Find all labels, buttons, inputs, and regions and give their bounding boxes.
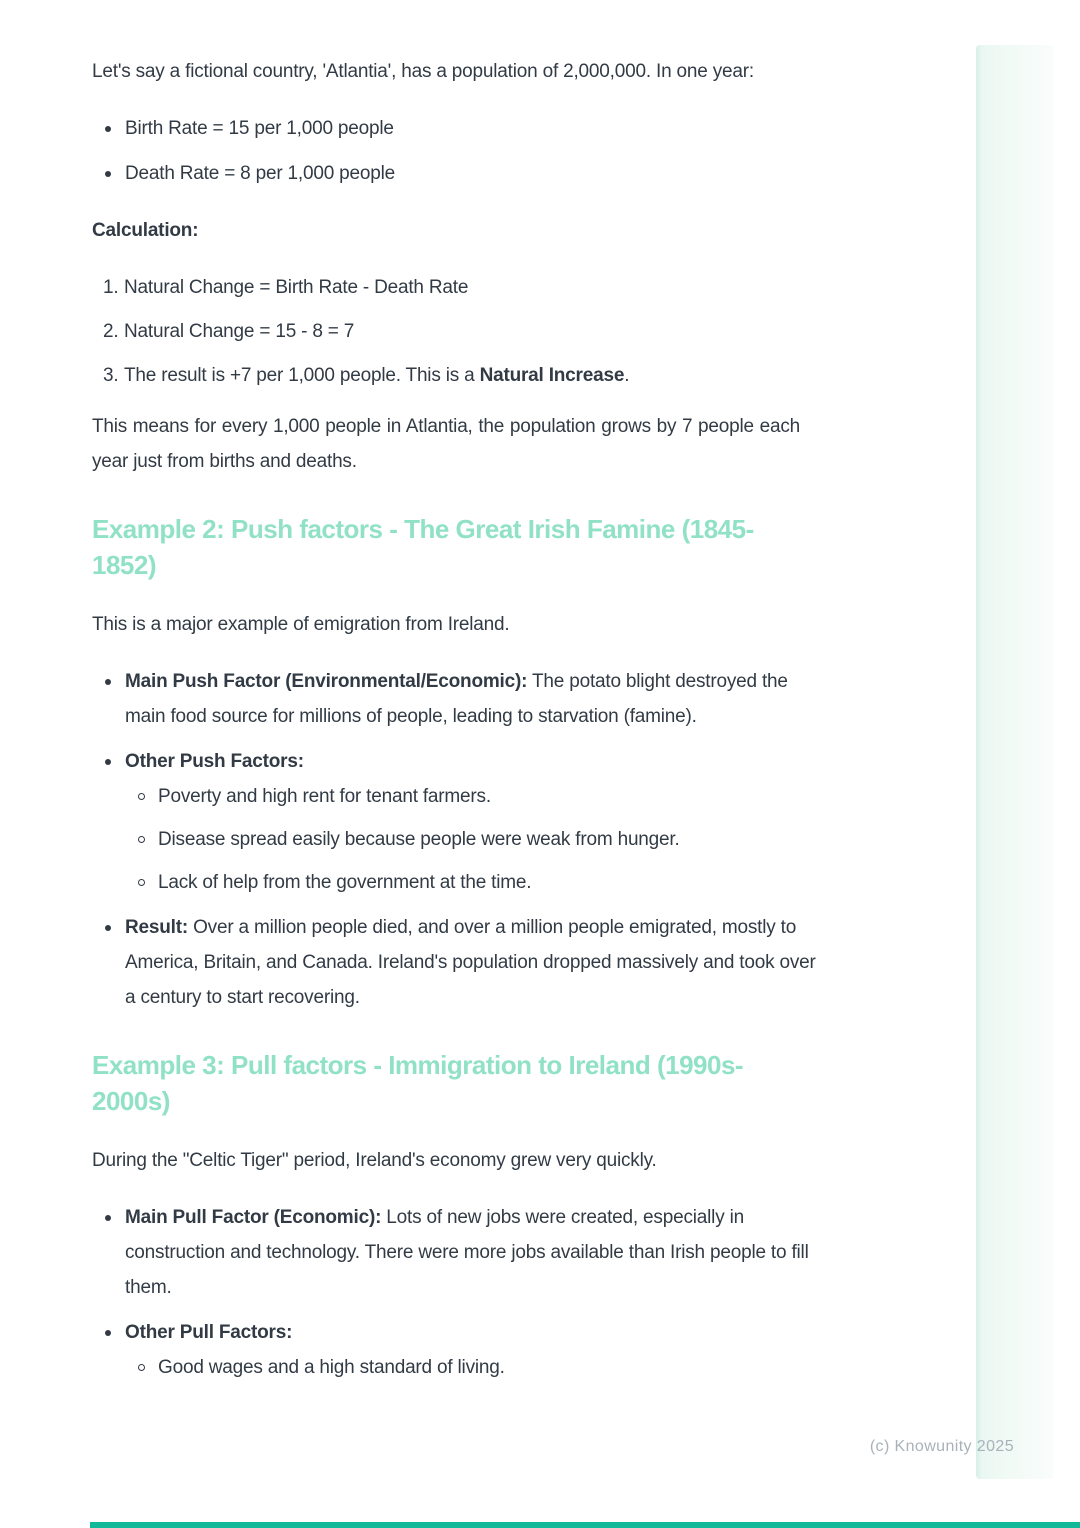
list-item	[105, 910, 830, 1015]
bullet-lead: Main Pull Factor (Economic):	[125, 1207, 382, 1228]
pull-factors-sublist	[125, 1350, 820, 1385]
sub-bullet-text: Lack of help from the government at the time.	[158, 872, 532, 893]
calculation-label: Calculation:	[92, 220, 199, 241]
bullet-lead: Other Pull Factors:	[125, 1322, 293, 1343]
sub-bullet-text: Poverty and high rent for tenant farmers.	[158, 786, 491, 807]
list-item	[105, 664, 830, 734]
heading-line: 1852)	[92, 550, 156, 580]
sub-bullet-text: Disease spread easily because people were weak from hunger.	[158, 829, 680, 850]
step-text: Natural Change = Birth Rate - Death Rate	[124, 277, 469, 298]
heading-line: 2000s)	[92, 1086, 170, 1116]
list-item	[105, 1200, 830, 1305]
list-item-text: Birth Rate = 15 per 1,000 people	[125, 118, 394, 139]
list-item	[138, 822, 820, 857]
list-item	[105, 156, 830, 191]
intro-paragraph: Let's say a fictional country, 'Atlantia', has a population of 2,000,000. In one year:	[92, 61, 754, 82]
example3-intro: During the "Celtic Tiger" period, Ireland's economy grew very quickly.	[92, 1150, 657, 1171]
example3-list	[92, 1200, 830, 1385]
bottom-accent-bar	[90, 1522, 1080, 1528]
list-item	[103, 270, 830, 305]
push-factors-sublist	[125, 779, 820, 900]
list-item	[138, 779, 820, 814]
list-item	[103, 314, 830, 349]
list-item-text: Death Rate = 8 per 1,000 people	[125, 163, 396, 184]
calculation-steps	[103, 270, 830, 393]
bullet-lead: Main Push Factor (Environmental/Economic):	[125, 671, 528, 692]
heading-line: Example 2: Push factors - The Great Irish Famine (1845-	[92, 514, 754, 544]
list-item	[138, 1350, 820, 1385]
list-item	[103, 358, 830, 393]
bullet-text: The potato blight destroyed the main food source for millions of people, leading to starvation (famine).	[125, 671, 788, 727]
example3-heading	[92, 1047, 830, 1119]
sub-bullet-text: Good wages and a high standard of living.	[158, 1357, 505, 1378]
list-item	[105, 1315, 830, 1385]
side-accent-strip	[976, 45, 1054, 1479]
step-text: The result is +7 per 1,000 people. This is a	[124, 365, 480, 386]
copyright-footer: (c) Knowunity 2025	[869, 1438, 1014, 1455]
bullet-text: Over a million people died, and over a million people emigrated, mostly to America, Britain, and Canada. Ireland's population dropped massively and took over a century to start recovering.	[125, 917, 816, 1008]
natural-increase-summary: This means for every 1,000 people in Atlantia, the population grows by 7 people each year just from births and deaths.	[92, 416, 800, 472]
bullet-lead: Other Push Factors:	[125, 751, 304, 772]
page-content	[92, 54, 830, 1407]
example2-list	[92, 664, 830, 1015]
heading-line: Example 3: Pull factors - Immigration to Ireland (1990s-	[92, 1050, 744, 1080]
step-text-post: .	[624, 365, 630, 386]
example2-heading	[92, 511, 830, 583]
step-text: Natural Change = 15 - 8 = 7	[124, 321, 355, 342]
rates-list	[92, 111, 830, 191]
list-item	[105, 111, 830, 146]
example2-intro: This is a major example of emigration from Ireland.	[92, 614, 510, 635]
bullet-text: Lots of new jobs were created, especially in construction and technology. There were more jobs available than Irish people to fill them.	[125, 1207, 809, 1298]
step-bold: Natural Increase	[479, 365, 625, 386]
bullet-lead: Result:	[125, 917, 188, 938]
list-item	[138, 865, 820, 900]
list-item	[105, 744, 830, 900]
